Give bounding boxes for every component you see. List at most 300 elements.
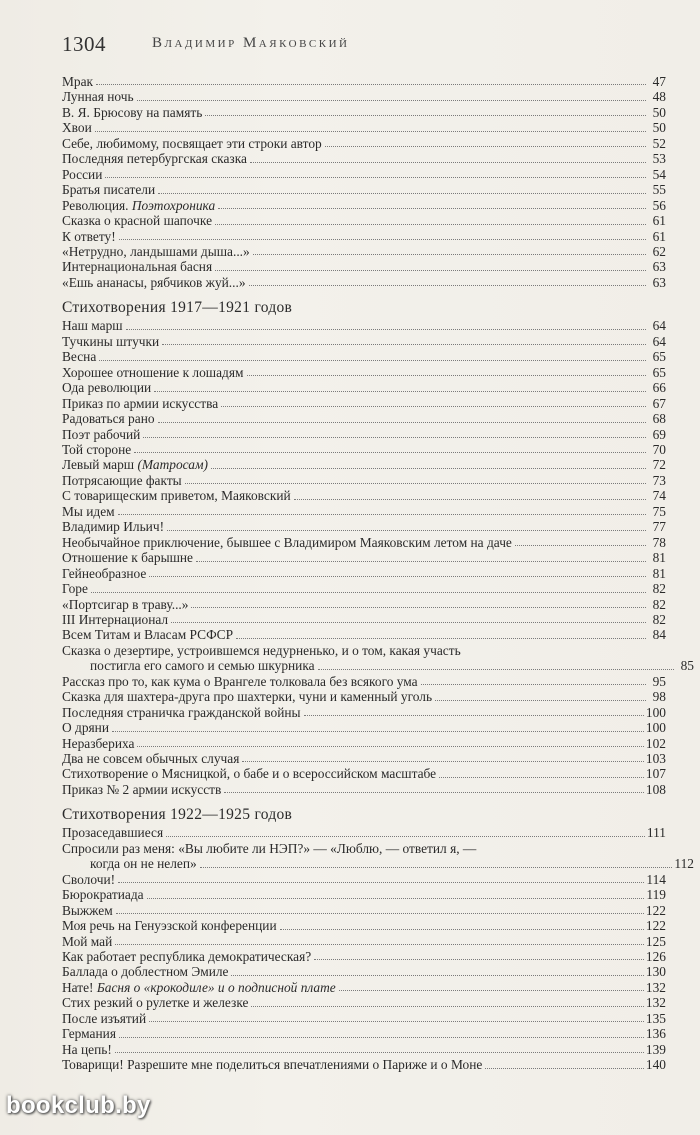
toc-entry-page: 50 <box>652 104 666 120</box>
dot-leader <box>158 193 646 194</box>
toc-entry <box>62 89 666 104</box>
toc-entry-title-text: Левый марш <box>62 457 135 473</box>
toc-entry-title <box>62 736 136 751</box>
dot-leader <box>439 777 644 778</box>
toc-entry-title <box>62 535 514 550</box>
toc-entry-page: 111 <box>646 825 666 841</box>
toc-entry-page: 114 <box>646 871 666 887</box>
toc-entry-page: 52 <box>652 135 666 151</box>
toc-entry <box>62 535 666 550</box>
toc-entry-title-text: Сказка о красной шапочке <box>62 213 213 229</box>
toc-entry-page: 132 <box>645 979 666 995</box>
dot-leader <box>304 715 644 716</box>
toc-entry-page: 67 <box>652 395 666 411</box>
toc-list-1922-1925 <box>62 825 694 1073</box>
toc-entry <box>62 1026 666 1041</box>
toc-entry-page: 81 <box>652 550 666 566</box>
dot-leader <box>167 530 646 531</box>
toc-entry-title <box>62 918 279 933</box>
toc-entry-title <box>62 442 133 457</box>
toc-entry-title-text: О дряни <box>62 720 110 736</box>
toc-entry <box>62 74 666 89</box>
toc-entry-title-text: Всем Титам и Власам РСФСР <box>62 627 234 643</box>
dot-leader <box>215 224 646 225</box>
toc-entry-page: 68 <box>652 411 666 427</box>
dot-leader <box>236 638 646 639</box>
dot-leader <box>149 576 646 577</box>
toc-entry <box>62 597 666 612</box>
toc-entry-page: 78 <box>652 534 666 550</box>
dot-leader <box>485 1068 644 1069</box>
toc-entry <box>62 136 666 151</box>
toc-entry-title-text: Рассказ про то, как кума о Врангеле толковала без всякого ума <box>62 673 418 689</box>
toc-entry <box>62 980 666 995</box>
toc-entry <box>62 259 666 274</box>
toc-entry-title <box>62 349 98 364</box>
dot-leader <box>185 483 646 484</box>
toc-entry-title-text: «Портсигар в траву...» <box>62 596 189 612</box>
toc-entry-page: 81 <box>652 565 666 581</box>
toc-entry-title-text: Выжжем <box>62 902 113 918</box>
dot-leader <box>318 669 674 670</box>
dot-leader <box>191 607 646 608</box>
toc-entry-title-text: Революция. <box>62 197 129 213</box>
toc-entry-title-text: Хвои <box>62 120 92 136</box>
dot-leader <box>96 84 646 85</box>
toc-entry <box>62 244 666 259</box>
dot-leader <box>280 929 644 930</box>
dot-leader <box>247 375 647 376</box>
toc-entry-title <box>62 705 303 720</box>
toc-entry-page: 55 <box>652 182 666 198</box>
toc-entry-title-text: Сказка для шахтера-друга про шахтерки, чуни и каменный уголь <box>62 689 433 705</box>
toc-entry <box>62 736 666 751</box>
toc-entry-title-text: Отношение к барышне <box>62 550 193 566</box>
toc-entry-title-text: Стих резкий о рулетке и железке <box>62 995 249 1011</box>
toc-entry <box>62 488 666 503</box>
toc-entry <box>62 1057 666 1072</box>
toc-entry <box>62 550 666 565</box>
dot-leader <box>224 792 644 793</box>
dot-leader <box>143 437 646 438</box>
toc-entry-title <box>62 581 90 596</box>
toc-entry-title-text: Мрак <box>62 74 94 89</box>
toc-entry-title-text: В. Я. Брюсову на память <box>62 104 203 120</box>
dot-leader <box>99 360 646 361</box>
toc-entry-title <box>62 766 438 781</box>
toc-entry-title-text: России <box>62 166 103 182</box>
toc-entry-title <box>62 964 230 979</box>
toc-entry <box>62 473 666 488</box>
toc-entry-title <box>62 612 170 627</box>
toc-entry <box>62 442 666 457</box>
toc-entry-page: 135 <box>645 1010 666 1026</box>
toc-entry-title-text: Себе, любимому, посвящает эти строки автор <box>62 135 322 151</box>
toc-list-top <box>62 74 666 290</box>
toc-entry-title-text: Прозаседавшиеся <box>62 825 164 841</box>
toc-entry-title-text: К ответу! <box>62 228 116 244</box>
toc-entry <box>62 918 666 933</box>
watermark-logo: bookclub.by <box>6 1092 151 1119</box>
toc-entry-page: 103 <box>645 751 666 767</box>
toc-entry <box>62 1011 666 1026</box>
dot-leader <box>162 344 646 345</box>
toc-entry-title-text: Приказ № 2 армии искусств <box>62 781 222 797</box>
dot-leader <box>137 746 643 747</box>
toc-entry <box>62 318 666 333</box>
toc-entry-page: 85 <box>680 658 694 674</box>
toc-entry-page: 119 <box>646 887 666 903</box>
dot-leader <box>95 131 646 132</box>
toc-entry <box>62 782 666 797</box>
toc-entry-page: 56 <box>652 197 666 213</box>
toc-entry-page: 50 <box>652 120 666 136</box>
dot-leader <box>314 959 644 960</box>
toc-entry-title-text: Владимир Ильич! <box>62 519 165 535</box>
dot-leader <box>211 468 646 469</box>
page-number: 1304 <box>62 32 106 56</box>
dot-leader <box>149 1021 644 1022</box>
toc-entry-page: 82 <box>652 581 666 597</box>
toc-entry <box>62 457 666 472</box>
toc-entry <box>62 213 666 228</box>
dot-leader <box>249 285 646 286</box>
dot-leader <box>253 254 646 255</box>
toc-entry-title <box>62 751 241 766</box>
toc-entry <box>62 519 666 534</box>
toc-entry <box>62 396 666 411</box>
toc-entry-title-italic: Басня о «крокодиле» и о подписной плате <box>96 979 336 995</box>
toc-entry-title <box>62 1026 118 1041</box>
toc-entry-title <box>62 488 293 503</box>
toc-entry-page: 126 <box>645 949 666 965</box>
toc-entry-page: 125 <box>645 933 666 949</box>
toc-entry-title <box>62 825 165 840</box>
toc-entry-page: 139 <box>645 1041 666 1057</box>
toc-entry <box>62 964 666 979</box>
toc-entry-title-text: На цепь! <box>62 1041 112 1057</box>
toc-entry-page: 122 <box>645 902 666 918</box>
toc-entry-title <box>62 519 166 534</box>
toc-entry-page: 122 <box>645 918 666 934</box>
toc-entry-title <box>62 151 249 166</box>
toc-entry-title <box>62 167 104 182</box>
toc-entry <box>62 766 666 781</box>
toc-entry <box>62 229 666 244</box>
toc-entry-page: 74 <box>652 488 666 504</box>
dot-leader <box>119 239 646 240</box>
toc-entry-page: 63 <box>652 259 666 275</box>
toc-entry-title <box>62 689 434 704</box>
dot-leader <box>154 391 646 392</box>
toc-entry-title-text: Бюрократиада <box>62 887 144 903</box>
toc-entry-page: 95 <box>652 673 666 689</box>
toc-entry-title <box>62 887 146 902</box>
toc-entry-title <box>62 198 217 213</box>
toc-entry <box>62 105 666 120</box>
toc-entry-title <box>62 259 214 274</box>
toc-entry-page: 132 <box>645 995 666 1011</box>
toc-entry-title <box>62 627 235 642</box>
toc-entry-page: 72 <box>652 457 666 473</box>
toc-entry-title-text: Лунная ночь <box>62 89 134 105</box>
toc-entry-title-text: Радоваться рано <box>62 411 155 427</box>
toc-entry-page: 66 <box>652 380 666 396</box>
toc-entry-title <box>62 74 95 89</box>
toc-entry-title-text: Необычайное приключение, бывшее с Владимиром Маяковским летом на даче <box>62 534 512 550</box>
toc-entry-title <box>62 504 117 519</box>
dot-leader <box>166 836 645 837</box>
toc-entry-title <box>62 1042 114 1057</box>
toc-entry-page: 130 <box>645 964 666 980</box>
toc-entry-title <box>62 473 184 488</box>
toc-entry <box>62 1042 666 1057</box>
toc-entry-page: 84 <box>652 627 666 643</box>
dot-leader <box>218 208 646 209</box>
toc-entry-title-text: III Интернационал <box>62 611 169 627</box>
toc-entry-title-text: Тучкины штучки <box>62 333 160 349</box>
toc-entry-title-text: Два не совсем обычных случая <box>62 751 240 767</box>
toc-entry <box>62 182 666 197</box>
toc-entry-title-text: Стихотворение о Мясницкой, о бабе и о всероссийском масштабе <box>62 766 437 782</box>
toc-entry <box>62 934 666 949</box>
dot-leader <box>134 452 646 453</box>
dot-leader <box>115 944 644 945</box>
toc-entry <box>62 380 666 395</box>
toc-entry-title-text: Весна <box>62 349 97 365</box>
toc-entry <box>62 674 666 689</box>
toc-entry-title <box>62 136 324 151</box>
toc-entry <box>62 720 666 735</box>
toc-entry-page: 69 <box>652 426 666 442</box>
dot-leader <box>515 545 646 546</box>
toc-entry-title <box>62 105 204 120</box>
toc-entry-title <box>62 244 252 259</box>
toc-entry-title <box>62 720 111 735</box>
toc-entry <box>62 120 666 135</box>
dot-leader <box>115 1052 644 1053</box>
toc-entry-page: 102 <box>645 735 666 751</box>
toc-entry-title-text: Нате! <box>62 979 94 995</box>
toc-entry-title: Сказка о дезертире, устроившемся недурненько, и о том, какая участь <box>62 642 461 658</box>
toc-entry-title-text: Той стороне <box>62 441 132 457</box>
toc-entry-page: 53 <box>652 151 666 167</box>
toc-entry-page: 77 <box>652 519 666 535</box>
toc-entry-page: 73 <box>652 472 666 488</box>
toc-entry-title <box>62 949 313 964</box>
toc-entry-title-italic: Поэтохроника <box>131 197 216 213</box>
toc-entry-title <box>62 1057 484 1072</box>
toc-entry-title-continuation: постигла его самого и семью шкурника <box>90 658 315 674</box>
toc-entry-title <box>62 275 248 290</box>
toc-entry-title-text: Горе <box>62 581 88 597</box>
toc-entry-page: 65 <box>652 364 666 380</box>
toc-entry <box>62 349 666 364</box>
toc-entry <box>62 612 666 627</box>
toc-entry <box>62 411 666 426</box>
toc-entry <box>62 872 666 887</box>
toc-entry-title-text: Моя речь на Генуэзской конференции <box>62 918 277 934</box>
toc-entry <box>62 504 666 519</box>
section-heading-1922-1925: Стихотворения 1922—1925 годов <box>62 806 293 824</box>
toc-entry-title-text: Приказ по армии искусства <box>62 395 219 411</box>
toc-entry-page: 62 <box>652 243 666 259</box>
toc-entry-page: 65 <box>652 349 666 365</box>
toc-entry <box>62 903 666 918</box>
toc-entry <box>62 643 666 658</box>
toc-entry-title-italic: (Матросам) <box>137 457 208 473</box>
toc-entry-page: 107 <box>645 766 666 782</box>
toc-entry-title <box>62 980 338 995</box>
toc-entry-title <box>62 550 195 565</box>
toc-entry-title <box>62 182 157 197</box>
dot-leader <box>325 146 646 147</box>
toc-entry-page: 100 <box>645 720 666 736</box>
dot-leader <box>242 761 644 762</box>
dot-leader <box>200 867 673 868</box>
dot-leader <box>294 499 646 500</box>
toc-entry-continuation <box>62 856 694 871</box>
toc-entry-title <box>62 566 148 581</box>
toc-entry-title-text: Германия <box>62 1026 116 1042</box>
toc-entry <box>62 334 666 349</box>
toc-entry-title-text: Последняя петербургская сказка <box>62 151 247 167</box>
toc-entry <box>62 167 666 182</box>
toc-entry <box>62 365 666 380</box>
toc-entry-title <box>62 380 153 395</box>
dot-leader <box>147 898 645 899</box>
toc-entry <box>62 841 666 856</box>
dot-leader <box>116 913 644 914</box>
dot-leader <box>118 882 644 883</box>
toc-entry-title <box>62 89 136 104</box>
toc-entry-title <box>62 120 94 135</box>
toc-entry-continuation <box>62 658 694 673</box>
toc-entry-title <box>62 365 246 380</box>
toc-entry <box>62 151 666 166</box>
toc-entry-page: 75 <box>652 503 666 519</box>
dot-leader <box>91 592 646 593</box>
toc-entry-title <box>62 782 223 797</box>
toc-entry-title-text: Хорошее отношение к лошадям <box>62 364 244 380</box>
toc-entry-title-text: Гейнеобразное <box>62 565 147 581</box>
toc-entry-title <box>62 457 210 472</box>
toc-entry <box>62 198 666 213</box>
toc-entry-page: 140 <box>645 1057 666 1073</box>
toc-entry-page: 82 <box>652 611 666 627</box>
toc-entry-title-text: Потрясающие факты <box>62 472 182 488</box>
dot-leader <box>158 422 646 423</box>
toc-entry-title-text: С товарищеским приветом, Маяковский <box>62 488 291 504</box>
toc-entry-title-text: Наш марш <box>62 318 123 334</box>
toc-entry-title-text: Поэт рабочий <box>62 426 141 442</box>
dot-leader <box>221 406 646 407</box>
toc-entry-title <box>62 1011 148 1026</box>
toc-entry-page: 98 <box>652 689 666 705</box>
toc-entry-title <box>62 334 161 349</box>
toc-entry-title <box>62 427 142 442</box>
toc-entry-title <box>62 934 114 949</box>
toc-entry-title <box>62 213 214 228</box>
dot-leader <box>421 684 646 685</box>
toc-entry-page: 82 <box>652 596 666 612</box>
toc-entry-title-text: Мы идем <box>62 503 115 519</box>
toc-entry-title <box>62 903 115 918</box>
toc-entry <box>62 705 666 720</box>
toc-entry-title <box>62 229 118 244</box>
toc-entry-title-text: Братья писатели <box>62 182 156 198</box>
toc-entry-title-text: После изъятий <box>62 1010 147 1026</box>
dot-leader <box>126 329 646 330</box>
toc-entry-title-text: «Ешь ананасы, рябчиков жуй...» <box>62 274 246 290</box>
toc-entry-title-continuation: когда он не нелеп» <box>90 856 197 872</box>
toc-entry-page: 64 <box>652 333 666 349</box>
toc-entry <box>62 887 666 902</box>
toc-entry-page: 61 <box>652 228 666 244</box>
toc-entry-title-text: Мой май <box>62 933 113 949</box>
dot-leader <box>251 1006 643 1007</box>
toc-entry-page: 63 <box>652 274 666 290</box>
toc-entry-page: 61 <box>652 213 666 229</box>
toc-entry-page: 70 <box>652 441 666 457</box>
toc-entry <box>62 566 666 581</box>
page-header <box>62 32 662 60</box>
toc-entry-title <box>62 318 125 333</box>
toc-entry <box>62 825 666 840</box>
dot-leader <box>205 115 646 116</box>
dot-leader <box>339 990 644 991</box>
toc-entry-title <box>62 872 117 887</box>
toc-entry <box>62 427 666 442</box>
toc-entry <box>62 995 666 1010</box>
toc-entry-page: 54 <box>652 166 666 182</box>
toc-entry <box>62 689 666 704</box>
dot-leader <box>105 177 646 178</box>
toc-entry-title <box>62 674 420 689</box>
dot-leader <box>435 700 646 701</box>
toc-entry-title-text: «Нетрудно, ландышами дыша...» <box>62 243 250 259</box>
toc-entry-title-text: Сволочи! <box>62 871 116 887</box>
toc-entry-title-text: Баллада о доблестном Эмиле <box>62 964 229 980</box>
toc-entry-page: 47 <box>652 74 666 89</box>
table-of-contents <box>62 74 694 1073</box>
dot-leader <box>137 100 646 101</box>
section-heading-1917-1921: Стихотворения 1917—1921 годов <box>62 299 293 317</box>
toc-entry-title-text: Как работает республика демократическая? <box>62 949 312 965</box>
toc-entry <box>62 275 666 290</box>
dot-leader <box>112 731 644 732</box>
toc-entry-title-text: Ода революции <box>62 380 152 396</box>
toc-entry <box>62 581 666 596</box>
toc-list-1917-1921 <box>62 318 694 797</box>
toc-entry-title: Спросили раз меня: «Вы любите ли НЭП?» — «Люблю, — ответил я, — <box>62 840 477 856</box>
toc-entry-title <box>62 411 157 426</box>
toc-entry-title <box>62 396 220 411</box>
toc-entry-title <box>62 597 190 612</box>
dot-leader <box>171 622 646 623</box>
toc-entry-page: 100 <box>645 704 666 720</box>
toc-entry <box>62 751 666 766</box>
dot-leader <box>196 561 646 562</box>
toc-entry-page: 112 <box>674 856 694 872</box>
toc-entry-page: 136 <box>645 1026 666 1042</box>
toc-entry-page: 48 <box>652 89 666 105</box>
dot-leader <box>119 1037 644 1038</box>
toc-entry-title-text: Последняя страничка гражданской войны <box>62 704 301 720</box>
toc-entry-title-text: Интернациональная басня <box>62 259 213 275</box>
toc-entry <box>62 627 666 642</box>
toc-entry-page: 108 <box>645 781 666 797</box>
